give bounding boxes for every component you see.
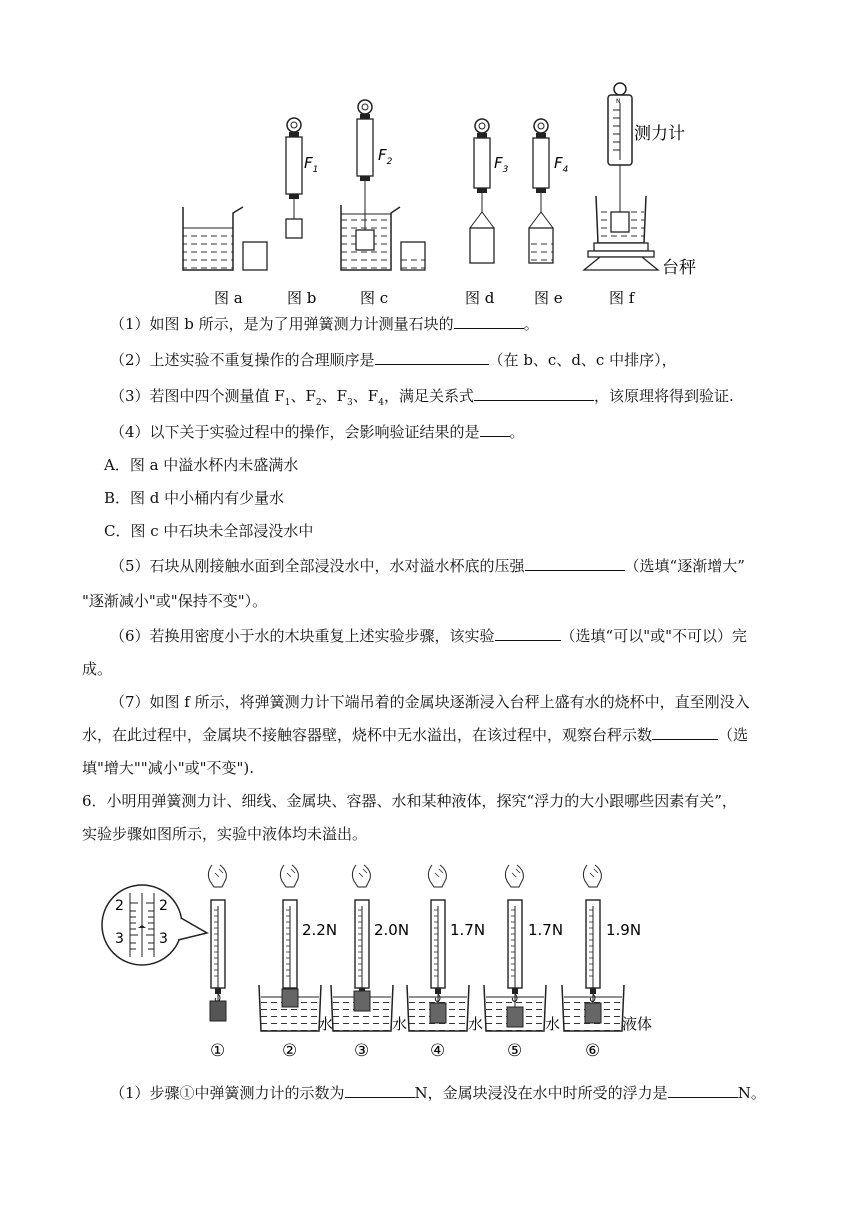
answer-blank[interactable]	[525, 556, 625, 571]
answer-blank[interactable]	[668, 1083, 738, 1098]
q5-option-a: A．图 a 中溢水杯内未盛满水	[104, 456, 299, 474]
step-number-5: ⑤	[507, 1041, 523, 1061]
q5-part7-line1: （7）如图 f 所示，将弹簧测力计下端吊着的金属块逐渐浸入台秤上盛有水的烧杯中，直至刚没入	[110, 693, 750, 711]
fig-a-overflow-cup	[183, 207, 243, 270]
answer-blank[interactable]	[652, 725, 718, 740]
step4-apparatus	[407, 865, 469, 1031]
q6-intro-line2: 实验步骤如图所示，实验中液体均未溢出。	[82, 825, 368, 843]
liquid-label-step2: 水	[318, 1015, 334, 1033]
zoom-tick-3-right: 3	[159, 931, 168, 947]
q5-part6-line2: 成。	[82, 660, 113, 678]
label-scale: 台秤	[662, 258, 696, 278]
fig-c-overflow-cup	[341, 205, 400, 270]
reading-step6: 1.9N	[606, 921, 642, 939]
answer-blank[interactable]	[375, 350, 489, 365]
q5-part1: （1）如图 b 所示，是为了用弹簧测力计测量石块的 。	[110, 315, 539, 333]
q5-part5-line1: （5）石块从刚接触水面到全部浸没水中，水对溢水杯底的压强 （选填“逐渐增大”	[110, 557, 745, 575]
liquid-label-step6: 液体	[622, 1015, 653, 1033]
label-F4: $F_4$	[554, 154, 569, 175]
label-F2: $F_2$	[378, 146, 393, 167]
step2-apparatus	[259, 865, 321, 1031]
caption-d: 图 d	[465, 289, 495, 307]
liquid-label-step3: 水	[392, 1015, 408, 1033]
reading-step2: 2.2N	[302, 921, 338, 939]
caption-c: 图 c	[360, 289, 389, 307]
caption-f: 图 f	[609, 289, 635, 307]
q5-part7-line2: 水，在此过程中，金属块不接触容器壁，烧杯中无水溢出，在该过程中，观察台秤示数 （选	[82, 726, 749, 744]
reading-step4: 1.7N	[450, 921, 486, 939]
fig-b-spring-scale	[286, 118, 302, 238]
step-number-3: ③	[354, 1041, 370, 1061]
platform-scale	[584, 243, 658, 270]
q5-part6-line1: （6）若换用密度小于水的木块重复上述实验步骤，该实验 （选填“可以"或"不可以）完	[110, 627, 748, 645]
label-meter: 测力计	[634, 124, 685, 144]
q5-option-b: B．图 d 中小桶内有少量水	[104, 489, 285, 507]
q5-part4: （4）以下关于实验过程中的操作，会影响验证结果的是 。	[110, 423, 525, 441]
zoom-tick-2-left: 2	[115, 898, 124, 914]
zoom-tick-3-left: 3	[115, 931, 124, 947]
q5-part2: （2）上述实验不重复操作的合理顺序是 （在 b、c、d、c 中排序），	[110, 351, 677, 369]
fig-c-small-cup	[401, 242, 425, 270]
caption-e: 图 e	[534, 289, 563, 307]
step-number-4: ④	[430, 1041, 446, 1061]
label-F3: $F_3$	[494, 154, 509, 175]
label-N: N	[616, 98, 621, 105]
step3-apparatus	[331, 865, 393, 1031]
q5-part7-line3: 填"增大""减小"或"不变").	[82, 759, 255, 777]
liquid-label-step5: 水	[545, 1015, 561, 1033]
fig-e-spring-scale	[529, 119, 553, 263]
answer-blank[interactable]	[495, 626, 561, 641]
answer-blank[interactable]	[345, 1083, 415, 1098]
reading-step5: 1.7N	[528, 921, 564, 939]
caption-b: 图 b	[287, 289, 317, 307]
zoom-lens	[102, 885, 207, 965]
step-number-2: ②	[282, 1041, 298, 1061]
fig-d-spring-scale	[470, 119, 494, 263]
answer-blank[interactable]	[474, 386, 594, 401]
step1-apparatus	[208, 865, 226, 1021]
q5-option-c: C．图 c 中石块未全部浸没水中	[104, 522, 314, 540]
q5-part3: （3）若图中四个测量值 $F_1$、$F_2$、$F_3$、$F_4$，满足关系式 ，该原理将得到验证.	[110, 387, 734, 408]
answer-blank[interactable]	[480, 422, 510, 437]
label-F1: $F_1$	[304, 154, 319, 175]
answer-blank[interactable]	[454, 314, 524, 329]
step5-apparatus	[484, 865, 546, 1031]
step6-apparatus	[562, 865, 624, 1031]
step-number-6: ⑥	[585, 1041, 601, 1061]
q6-part1: （1）步骤①中弹簧测力计的示数为 N，金属块浸没在水中时所受的浮力是 N。	[110, 1084, 766, 1102]
liquid-label-step4: 水	[468, 1015, 484, 1033]
reading-step3: 2.0N	[374, 921, 410, 939]
figure-apparatus-2	[0, 855, 860, 1075]
q5-part5-line2: "逐渐减小"或"保持不变"）。	[82, 592, 268, 610]
fig-c-spring-scale	[357, 100, 373, 230]
caption-a: 图 a	[214, 289, 243, 307]
q6-intro-line1: 6．小明用弹簧测力计、细线、金属块、容器、水和某种液体，探究“浮力的大小跟哪些因素有关”，	[82, 792, 737, 810]
fig-a-small-cup	[243, 242, 267, 270]
figure-apparatus-1	[0, 0, 860, 310]
zoom-tick-2-right: 2	[159, 898, 168, 914]
step-number-1: ①	[210, 1041, 226, 1061]
fig-f-beaker	[596, 196, 646, 243]
